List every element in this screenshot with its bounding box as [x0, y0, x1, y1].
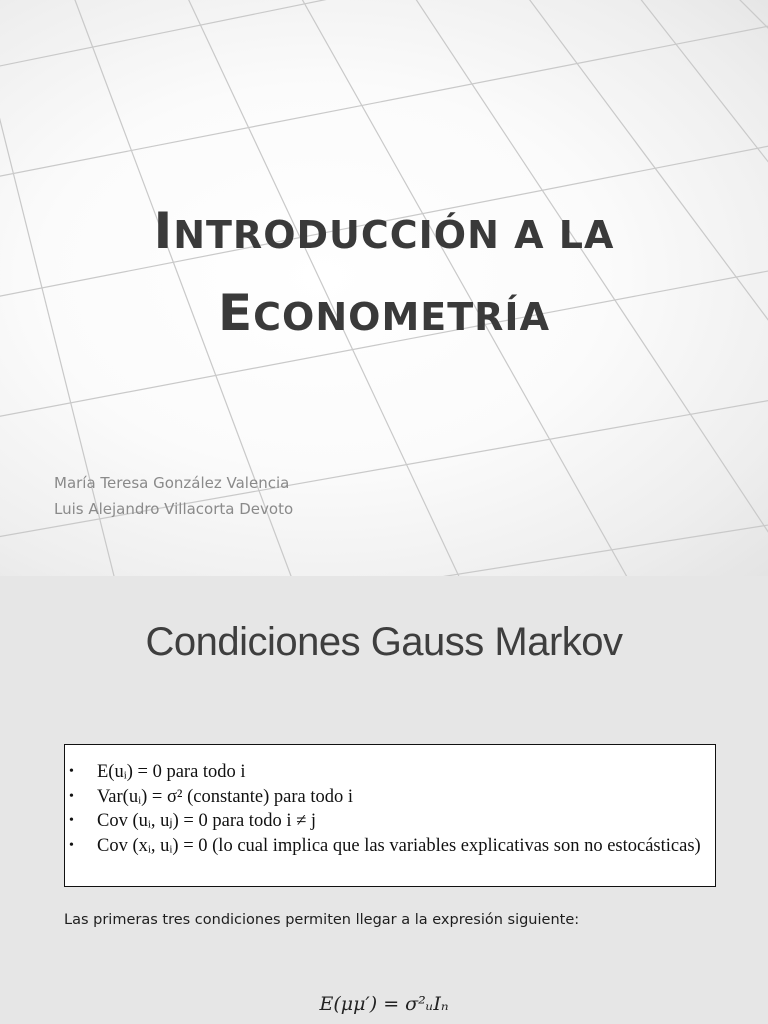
grid-line [0, 0, 520, 70]
bullet-icon: • [69, 788, 74, 804]
bullet-icon: • [69, 837, 74, 853]
bullet-icon: • [69, 813, 74, 828]
condition-item [69, 809, 715, 834]
author-name: María Teresa González Valencia [54, 474, 290, 492]
condition-text: Var(uᵢ) = σ² (constante) para todo i [97, 786, 354, 807]
condition-text: Cov (xᵢ, uᵢ) = 0 (lo cual implica que las variables explicativas son no estocásticas) [97, 835, 701, 856]
slide-title: Condiciones Gauss Markov [145, 620, 623, 664]
title-line-2: ECONOMETRÍA [218, 284, 550, 342]
author-name: Luis Alejandro Villacorta Devoto [54, 500, 294, 518]
conditions-box [64, 744, 716, 887]
author-list [54, 470, 293, 522]
grid-line [0, 20, 768, 180]
condition-item [69, 785, 715, 810]
conditions-list [65, 745, 715, 858]
formula: E(μμ′) = σ²ᵤIₙ [319, 993, 449, 1015]
bullet-icon: • [69, 764, 74, 779]
title-line-1: INTRODUCCIÓN A LA [153, 202, 615, 260]
condition-item [69, 834, 715, 859]
content-slide [0, 576, 768, 1024]
grid-line [0, 520, 768, 576]
condition-item [69, 760, 715, 785]
explanatory-text: Las primeras tres condiciones permiten llegar a la expresión siguiente: [64, 912, 580, 928]
condition-text: E(uᵢ) = 0 para todo i [97, 762, 246, 782]
presentation-title [0, 196, 768, 360]
condition-text: Cov (uᵢ, uⱼ) = 0 para todo i ≠ j [97, 811, 317, 831]
grid-line [700, 0, 768, 160]
